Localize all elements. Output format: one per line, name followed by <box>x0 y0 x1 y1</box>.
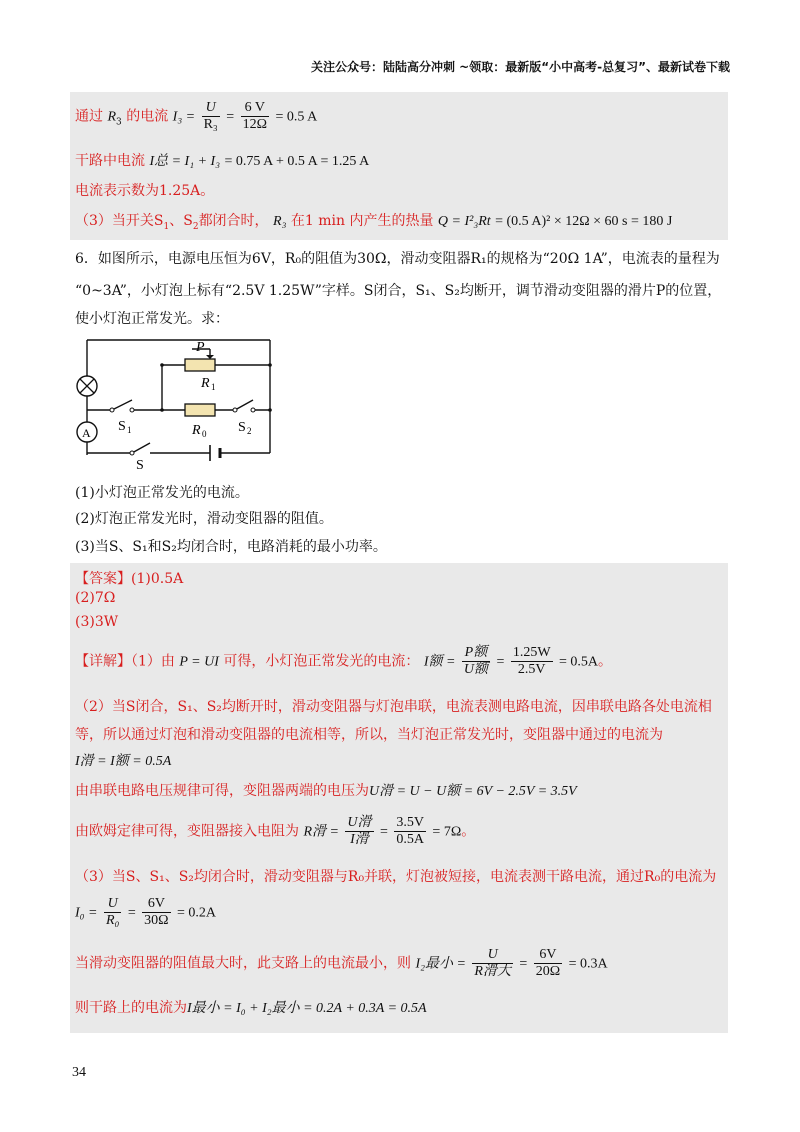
sub-question-1: (1)小灯泡正常发光的电流。 <box>75 485 249 501</box>
detail-3-line-1: （3）当S、S₁、S₂均闭合时，滑动变阻器与R₀并联，灯泡被短接，电流表测干路电流，通过R₀的电流为 <box>75 869 717 885</box>
prev-line-4: （3）当开关$S_1$、$S_2$都闭合时， R₃ 在1 min 内产生的热量 Q = I²₃Rt = (0.5 A)² × 12Ω × 60 s = 180 J <box>75 213 673 232</box>
circuit-diagram <box>70 335 280 475</box>
page-number: 34 <box>72 1065 86 1080</box>
detail-2-line-5: 由欧姆定律可得，变阻器接入电阻为 R滑 = $\frac{\text{U滑}}{\text{I滑}}$ = $\frac{3.5V}{0.5A}$ = 7Ω。 <box>75 815 476 847</box>
answer-line-1: 【答案】(1)0.5A <box>75 571 184 587</box>
detail-2-eq: I滑 = I额 = 0.5A <box>75 754 172 769</box>
prev-line-3: 电流表示数为1.25A。 <box>75 183 215 199</box>
detail-line-1: 【详解】（1）由 P = UI 可得，小灯泡正常发光的电流： I额 = $\frac{\text{P额}}{\text{U额}}$ = $\frac{1.25W}{2.5V}$ = 0.5A。 <box>75 645 612 677</box>
answer-line-3: (3)3W <box>75 614 119 630</box>
label-s1-sub: 1 <box>127 425 132 435</box>
detail-2-line-2: 等，所以通过灯泡和滑动变阻器的电流相等，所以，当灯泡正常发光时，变阻器中通过的电流为 <box>75 727 663 743</box>
label-s2: S <box>238 420 246 435</box>
detail-3-line-3: 当滑动变阻器的阻值最大时，此支路上的电流最小，则 I₂最小 = $\frac{U}{\text{R滑大}}$ = $\frac{6V}{20\Omega}$ = 0.3A <box>75 947 608 979</box>
label-s: S <box>136 458 144 473</box>
question-line-3: 使小灯泡正常发光。求： <box>75 311 229 327</box>
sub-question-2: (2)灯泡正常发光时，滑动变阻器的阻值。 <box>75 511 333 527</box>
label-s2-sub: 2 <box>247 426 252 436</box>
fraction: $\frac{\text{P额}}{\text{U额}}$ <box>463 645 488 677</box>
fraction: $\frac{6V}{20\Omega}$ <box>535 947 561 979</box>
fraction: $\frac{\text{U滑}}{\text{I滑}}$ <box>347 815 372 847</box>
fraction: $\frac{U}{\text{R₀}}$ <box>105 896 120 928</box>
page-header: 关注公众号：陆陆高分冲刺 ~领取：最新版“小中高考-总复习”、最新试卷下载 <box>311 60 730 74</box>
resistor-r0 <box>185 404 215 416</box>
fraction: $\frac{3.5V}{0.5A}$ <box>396 815 424 847</box>
label-r1: R <box>201 376 210 391</box>
rheostat-r1 <box>185 359 215 371</box>
fraction: $\frac{U}{\text{R滑大}}$ <box>474 947 511 979</box>
detail-3-line-2: I₀ = $\frac{U}{\text{R₀}}$ = $\frac{6V}{30\Omega}$ = 0.2A <box>75 896 217 928</box>
label-r0: R <box>192 423 201 438</box>
detail-3-line-4: 则干路上的电流为I最小 = I₀ + I₂最小 = 0.2A + 0.3A = 0.5A <box>75 1000 427 1016</box>
label-r0-sub: 0 <box>202 429 207 439</box>
fraction: $\frac{6V}{30\Omega}$ <box>144 896 169 928</box>
question-line-1: 6．如图所示，电源电压恒为6V，R₀的阻值为30Ω，滑动变阻器R₁的规格为“20Ω 1A”，电流表的量程为 <box>75 251 720 267</box>
label-s1: S <box>118 419 126 434</box>
fraction: $\frac{1.25W}{2.5V}$ <box>512 645 551 677</box>
ammeter-label: A <box>82 426 91 440</box>
sub-question-3: (3)当S、S₁和S₂均闭合时，电路消耗的最小功率。 <box>75 539 387 555</box>
detail-2-line-4: 由串联电路电压规律可得，变阻器两端的电压为U滑 = U − U额 = 6V − 2.5V = 3.5V <box>75 783 577 799</box>
prev-line-2: 干路中电流 I总 = I₁ + I₃ = 0.75 A + 0.5 A = 1.25 A <box>75 153 370 169</box>
answer-line-2: (2)7Ω <box>75 590 116 606</box>
label-r1-sub: 1 <box>211 382 216 392</box>
detail-2-line-1: （2）当S闭合，S₁、S₂均断开时，滑动变阻器与灯泡串联，电流表测电路电流，因串联电路各处电流相 <box>75 699 712 715</box>
fraction: $\frac{6 V}{12\Omega}$ <box>242 100 268 132</box>
fraction: $\frac{U}{\text{R₃}}$ <box>203 100 218 132</box>
label-p: P <box>196 340 205 355</box>
prev-line-1: 通过 $R_3$ 的电流 I₃ = $\frac{U}{\text{R₃}}$ = $\frac{6 V}{12\Omega}$ = 0.5 A <box>75 100 318 132</box>
question-line-2: “0~3A”，小灯泡上标有“2.5V 1.25W”字样。S闭合，S₁、S₂均断开，调节滑动变阻器的滑片P的位置， <box>75 283 722 299</box>
